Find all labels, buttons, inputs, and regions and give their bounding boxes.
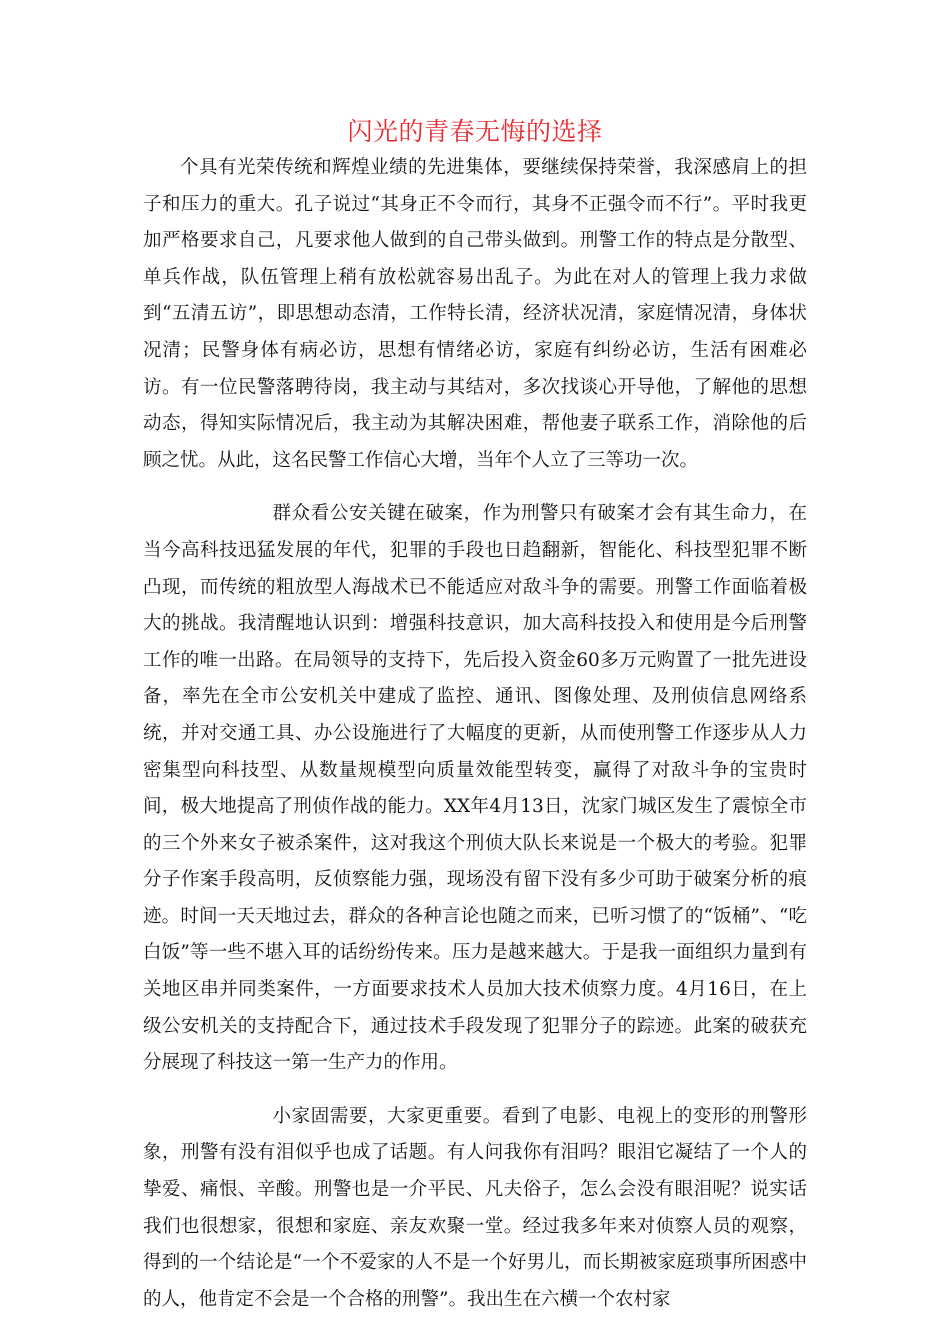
document-body xyxy=(143,150,807,1318)
paragraph-case-solving: 群众看公安关键在破案，作为刑警只有破案才会有其生命力，在当今高科技迅猛发展的年代，犯罪的手段也日趋翻新，智能化、科技型犯罪不断凸现，而传统的粗放型人海战术已不能适应对敌斗争的需要。刑警工作面临着极大的挑战。我清醒地认识到：增强科技意识，加大高科技投入和使用是今后刑警工作的唯一出路。在局领导的支持下，先后投入资金60多万元购置了一批先进设备，率先在全市公安机关中建成了监控、通讯、图像处理、及刑侦信息网络系统，并对交通工具、办公设施进行了大幅度的更新，从而使刑警工作逐步从人力密集型向科技型、从数量规模型向质量效能型转变，赢得了对敌斗争的宝贵时间，极大地提高了刑侦作战的能力。XX年4月13日，沈家门城区发生了震惊全市的三个外来女子被杀案件，这对我这个刑侦大队长来说是一个极大的考验。犯罪分子作案手段高明，反侦察能力强，现场没有留下没有多少可助于破案分析的痕迹。时间一天天地过去，群众的各种言论也随之而来，已听习惯了的“饭桶”、“吃白饭”等一些不堪入耳的话纷纷传来。压力是越来越大。于是我一面组织力量到有关地区串并同类案件，一方面要求技术人员加大技术侦察力度。4月16日，在上级公安机关的支持配合下，通过技术手段发现了犯罪分子的踪迹。此案的破获充分展现了科技这一第一生产力的作用。 xyxy=(143,503,807,1074)
document-title: 闪光的青春无悔的选择 xyxy=(347,117,603,146)
paragraph-management: 个具有光荣传统和辉煌业绩的先进集体，要继续保持荣誉，我深感肩上的担子和压力的重大。孔子说过“其身正不令而行，其身不正强令而不行”。平时我更加严格要求自己，凡要求他人做到的自己带头做到。刑警工作的特点是分散型、单兵作战，队伍管理上稍有放松就容易出乱子。为此在对人的管理上我力求做到“五清五访”，即思想动态清，工作特长清，经济状况清，家庭情况清，身体状况清；民警身体有病必访，思想有情绪必访，家庭有纠纷必访，生活有困难必访。有一位民警落聘待岗，我主动与其结对，多次找谈心开导他，了解他的思想动态，得知实际情况后，我主动为其解决困难，帮他妻子联系工作，消除他的后顾之忧。从此，这名民警工作信心大增，当年个人立了三等功一次。 xyxy=(143,157,807,471)
paragraph-family: 小家固需要，大家更重要。看到了电影、电视上的变形的刑警形象，刑警有没有泪似乎也成了话题。有人问我你有泪吗？眼泪它凝结了一个人的挚爱、痛恨、辛酸。刑警也是一介平民、凡夫俗子，怎么会没有眼泪呢？说实话我们也很想家，很想和家庭、亲友欢聚一堂。经过我多年来对侦察人员的观察，得到的一个结论是“一个不爱家的人不是一个好男儿，而长期被家庭琐事所困惑中的人，他肯定不会是一个合格的刑警”。我出生在六横一个农村家 xyxy=(143,1105,807,1310)
